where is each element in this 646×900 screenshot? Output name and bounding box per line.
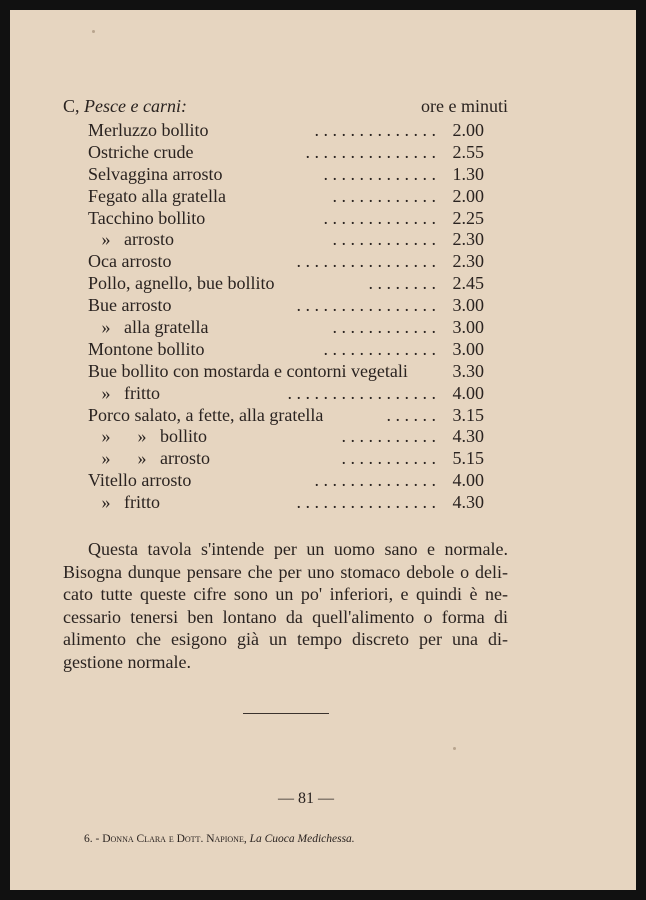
dish-name: Selvaggina arrosto (88, 163, 223, 184)
section-divider (243, 713, 329, 714)
table-row (88, 186, 484, 208)
dish-label (88, 405, 323, 426)
table-header (63, 96, 508, 118)
table-row (88, 470, 484, 492)
dish-name: Bue bollito con mostarda e contorni vegetali (88, 360, 408, 381)
cooking-time: 4.30 (452, 426, 484, 447)
cooking-time: 4.30 (452, 492, 484, 513)
table-row (88, 361, 484, 383)
unit-label: ore e minuti (421, 96, 508, 116)
dish-name: Tacchino bollito (88, 207, 206, 228)
cooking-time: 3.00 (452, 317, 484, 338)
cooking-time: 2.55 (452, 141, 484, 162)
dish-name: Porco salato, a fette, alla gratella (88, 404, 324, 425)
paper-speck (92, 30, 95, 33)
cooking-time: 4.00 (452, 470, 484, 491)
dot-leader: . . . . . . . . . . . . . . (314, 120, 436, 140)
dish-name: fritto (124, 382, 160, 403)
section-title (63, 96, 187, 117)
cooking-time: 2.00 (452, 185, 484, 206)
dish-label (88, 383, 160, 404)
table-row (88, 405, 484, 427)
footer-authors: Donna Clara e Dott. Napione, (102, 833, 247, 845)
table-row (88, 251, 484, 273)
table-row (88, 492, 484, 514)
dish-label (88, 120, 208, 141)
footer-book-title: La Cuoca Medichessa. (249, 833, 355, 845)
cooking-time: 3.30 (452, 360, 484, 381)
cooking-time: 5.15 (452, 448, 484, 469)
table-row (88, 448, 484, 470)
table-row (88, 295, 484, 317)
dish-label (88, 273, 275, 294)
dot-leader: . . . . . . . . . . . (341, 448, 436, 469)
dot-leader: . . . . . . (386, 404, 436, 425)
dish-name: Fegato alla gratella (88, 185, 226, 206)
table-row (88, 208, 484, 230)
dot-leader: . . . . . . . . . . . (341, 426, 436, 447)
table-row (88, 273, 484, 295)
dot-leader: . . . . . . . . (368, 273, 436, 294)
section-name: Pesce e carni: (84, 96, 187, 116)
cooking-time: 4.00 (452, 382, 484, 403)
dot-leader: . . . . . . . . . . . . . . . . (296, 295, 436, 316)
dish-label (88, 251, 171, 272)
dot-leader: . . . . . . . . . . . . . (323, 207, 436, 228)
dish-name: Oca arrosto (88, 251, 172, 272)
cooking-time: 3.00 (452, 295, 484, 316)
dish-name: Pollo, agnello, bue bollito (88, 273, 275, 294)
paragraph-line: cato tutte queste cifre sono un po' inferiori, e quindi è ne- (63, 584, 508, 604)
paragraph-line: alimento che esigono già un tempo discreto per una di- (63, 629, 508, 649)
dot-leader: . . . . . . . . . . . . (332, 185, 436, 206)
cooking-time: 3.00 (452, 338, 484, 359)
cooking-times-table (88, 120, 484, 514)
paragraph-line: cessario tenersi ben lontano da quell'alimento o forma di (63, 606, 508, 627)
dish-label (88, 426, 207, 447)
dot-leader: . . . . . . . . . . . . . . . . (296, 492, 436, 513)
dot-leader: . . . . . . . . . . . . . . (314, 470, 436, 491)
dish-name: arrosto (124, 229, 174, 250)
dish-label (88, 164, 222, 185)
table-row (88, 142, 484, 164)
section-letter: C, (63, 96, 80, 116)
ditto-mark: » (101, 229, 111, 250)
dot-leader: . . . . . . . . . . . . . (323, 163, 436, 184)
ditto-mark: » (101, 426, 111, 447)
dish-label (88, 142, 193, 163)
cooking-time: 1.30 (452, 163, 484, 184)
dish-name: Merluzzo bollito (88, 120, 209, 140)
ditto-mark: » (101, 492, 111, 513)
dot-leader: . . . . . . . . . . . . . (323, 338, 436, 359)
dish-label (88, 317, 208, 338)
table-row (88, 339, 484, 361)
dish-name: fritto (124, 492, 160, 513)
body-paragraph (63, 538, 508, 673)
page-number: — 81 — (278, 790, 334, 807)
cooking-time: 2.45 (452, 273, 484, 294)
book-page (10, 10, 636, 890)
dish-name: Ostriche crude (88, 141, 194, 162)
dish-name: bollito (160, 426, 208, 447)
dish-label (88, 492, 160, 513)
paragraph-line: gestione normale. (63, 651, 191, 672)
ditto-mark: » (137, 448, 147, 469)
table-row (88, 426, 484, 448)
table-row (88, 317, 484, 339)
paragraph-line: Bisogna dunque pensare che per uno stomaco debole o deli- (63, 561, 508, 582)
cooking-time: 2.00 (452, 120, 484, 140)
cooking-time: 2.30 (452, 229, 484, 250)
dish-label (88, 448, 210, 469)
dish-name: alla gratella (124, 317, 209, 338)
cooking-time: 2.30 (452, 251, 484, 272)
dish-label (88, 229, 174, 250)
dot-leader: . . . . . . . . . . . . . . . . (296, 251, 436, 272)
dish-label (88, 470, 191, 491)
dish-name: Vitello arrosto (88, 470, 192, 491)
ditto-mark: » (137, 426, 147, 447)
dot-leader: . . . . . . . . . . . . . . . . . (287, 382, 436, 403)
dish-label (88, 339, 205, 360)
dot-leader: . . . . . . . . . . . . . . . (305, 141, 436, 162)
dot-leader: . . . . . . . . . . . . (332, 317, 436, 338)
signature-mark: 6. - (84, 833, 100, 845)
table-row (88, 120, 484, 142)
ditto-mark: » (101, 382, 111, 403)
cooking-time: 3.15 (452, 404, 484, 425)
dot-leader: . . . . . . . . . . . . (332, 229, 436, 250)
dish-label (88, 295, 171, 316)
dish-name: arrosto (160, 448, 210, 469)
table-row (88, 383, 484, 405)
ditto-mark: » (101, 317, 111, 338)
dish-name: Bue arrosto (88, 295, 172, 316)
footer-signature (84, 833, 355, 845)
table-row (88, 229, 484, 251)
dish-label (88, 186, 226, 207)
paragraph-line: Questa tavola s'intende per un uomo sano e normale. (88, 539, 508, 559)
ditto-mark: » (101, 448, 111, 469)
table-row (88, 164, 484, 186)
dish-label (88, 208, 205, 229)
dish-label (88, 361, 408, 382)
paper-speck (453, 747, 456, 750)
cooking-time: 2.25 (452, 207, 484, 228)
dish-name: Montone bollito (88, 338, 205, 359)
